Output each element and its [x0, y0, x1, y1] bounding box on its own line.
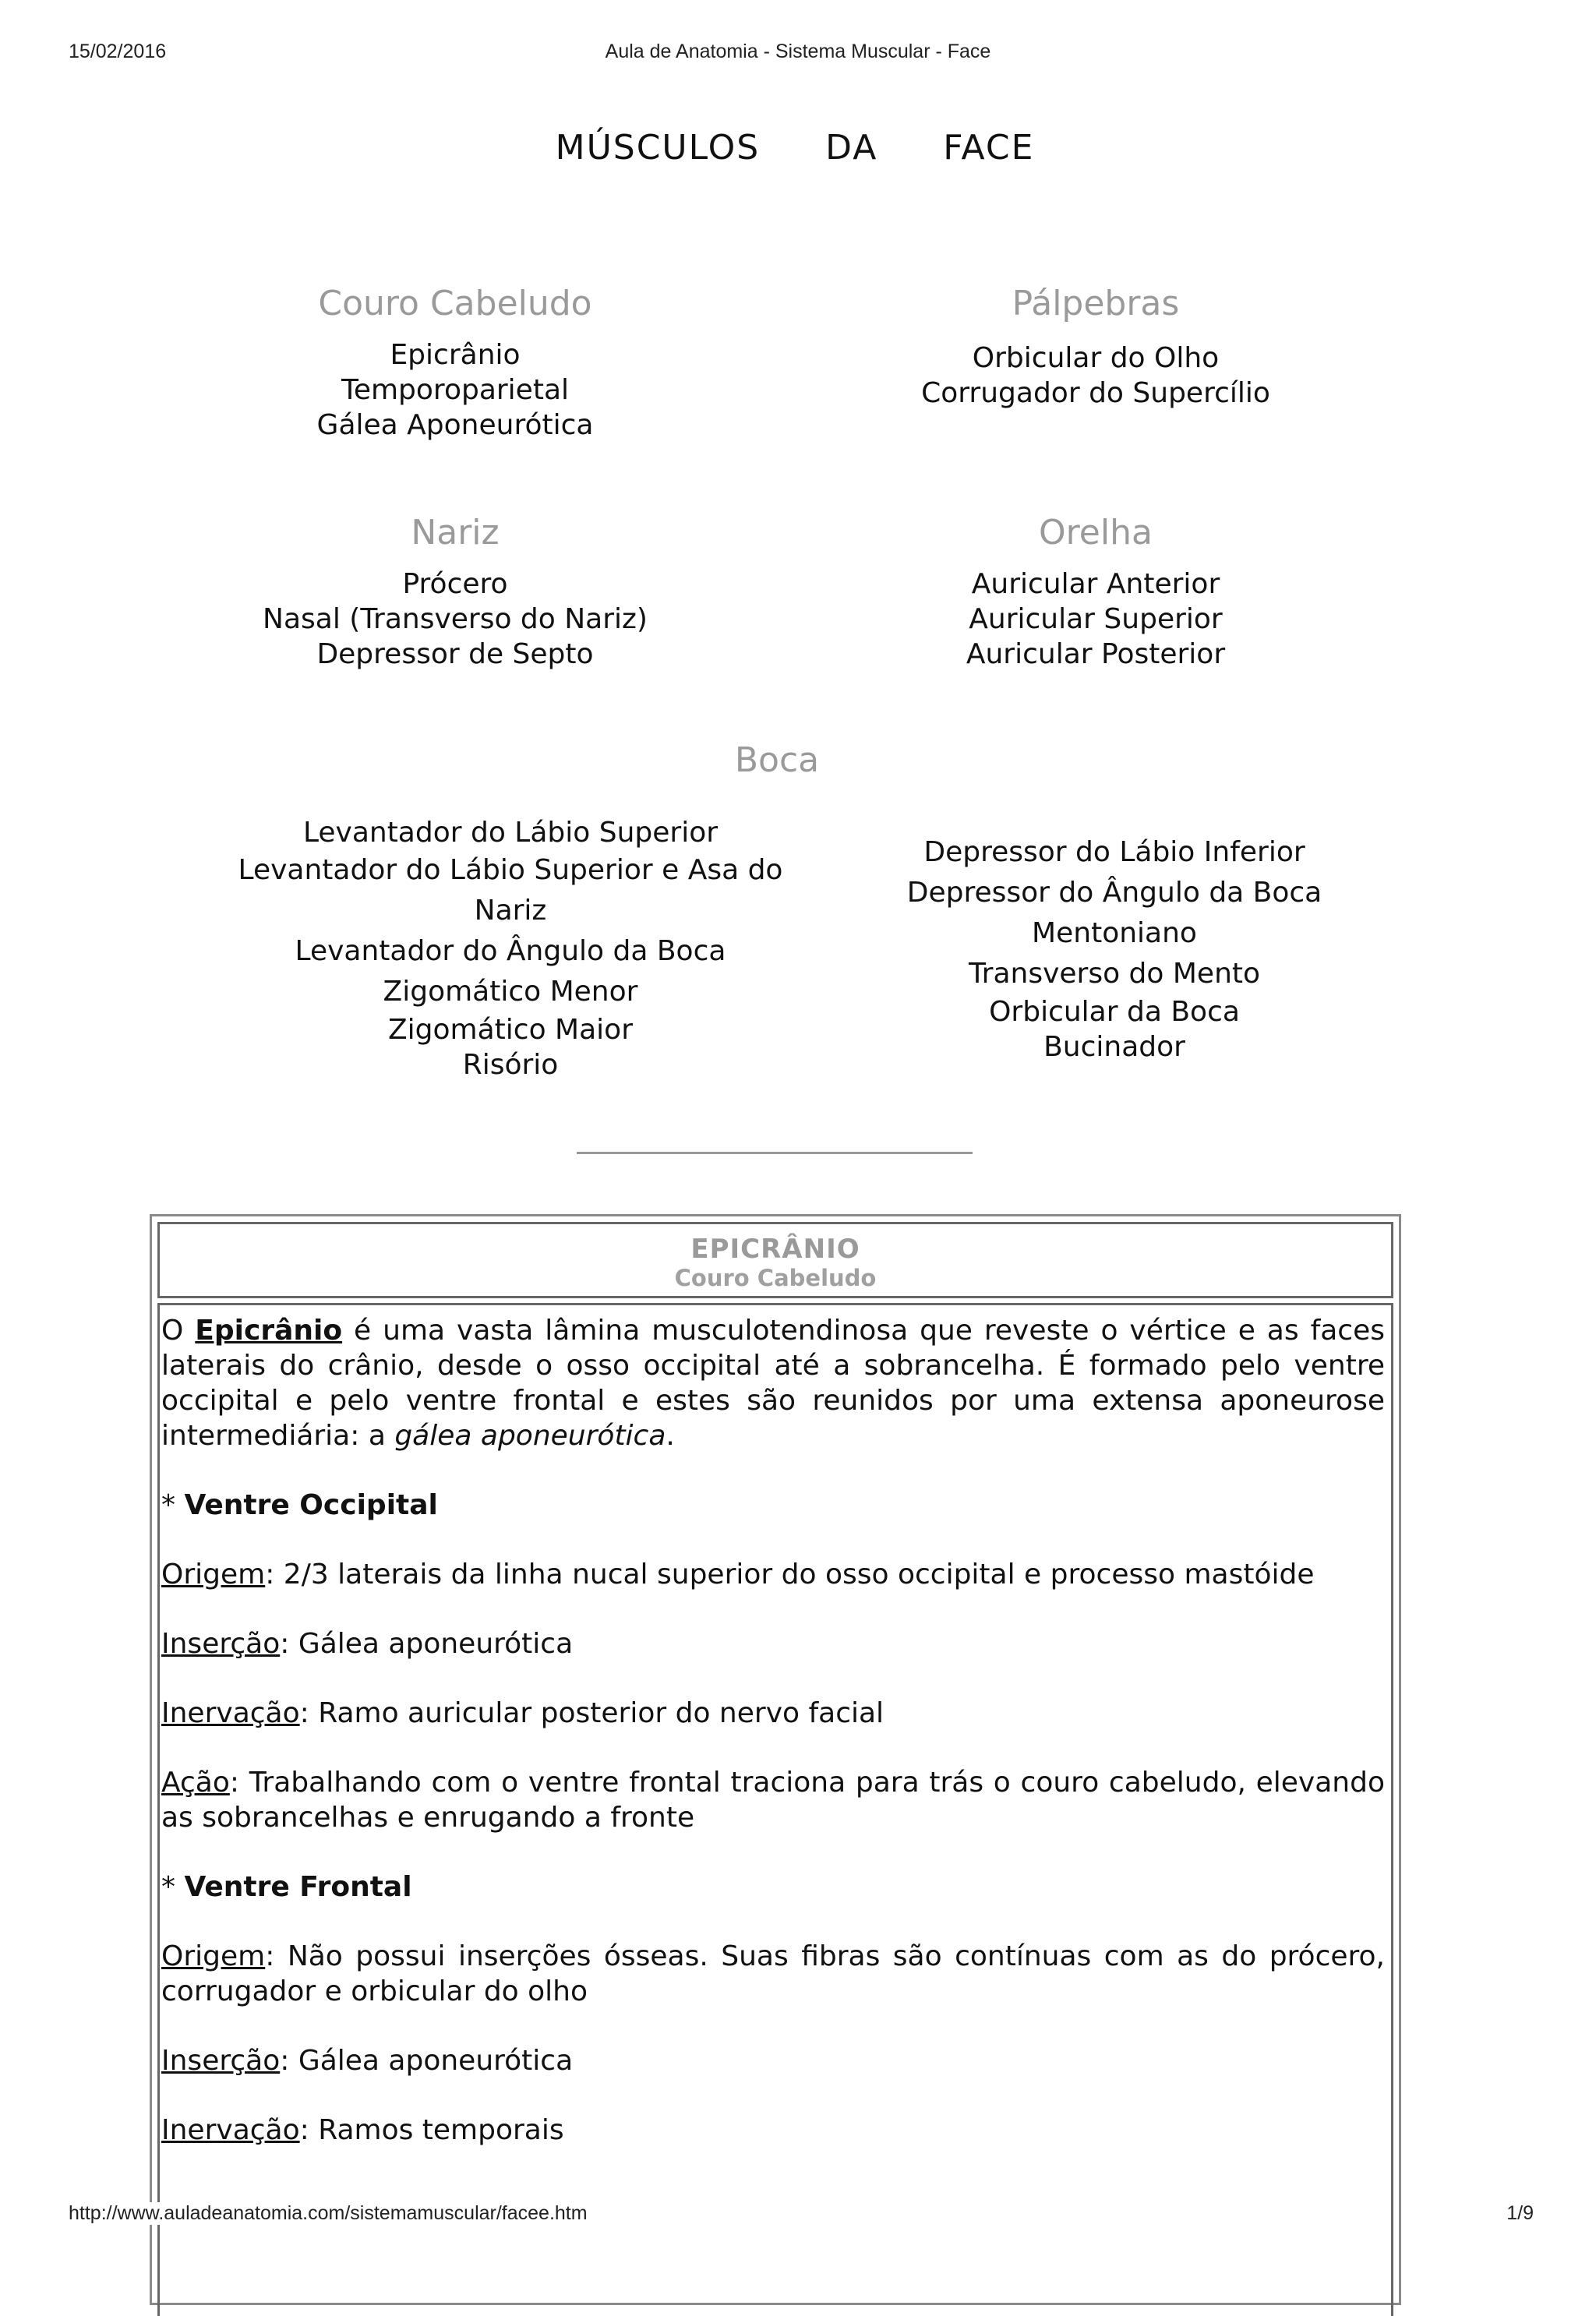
intro-paragraph: [160, 1313, 1391, 1453]
muscle-region: Couro Cabeludo: [674, 1265, 877, 1291]
intro-suffix: .: [666, 1420, 675, 1452]
intro-italic: gálea aponeurótica: [394, 1420, 666, 1452]
section-title: Ventre Frontal: [184, 1871, 412, 1903]
muscle-link[interactable]: Bucinador: [1043, 1031, 1185, 1063]
muscle-link[interactable]: Nariz: [474, 895, 547, 927]
muscle-link[interactable]: Depressor do Ângulo da Boca: [906, 877, 1322, 909]
field-row: [160, 2113, 1391, 2148]
group-title[interactable]: Orelha: [1039, 513, 1153, 553]
field-value: Gálea aponeurótica: [298, 2045, 574, 2077]
muscle-link[interactable]: Depressor do Lábio Inferior: [923, 836, 1305, 868]
field-sep: :: [299, 1697, 319, 1729]
group-title[interactable]: Pálpebras: [1012, 284, 1180, 323]
muscle-link[interactable]: Levantador do Lábio Superior e Asa do: [238, 854, 783, 886]
intro-text: é uma vasta lâmina musculotendinosa que reveste o vértice e as faces laterais do crânio, desde o osso occipital até a sobrancelha. É formado pelo ventre occipital e pelo ventre frontal e estes são reunidos por uma extensa aponeurose intermediária: a: [161, 1315, 1385, 1452]
group-title-boca[interactable]: Boca: [734, 740, 820, 780]
group-couro-cabeludo: [221, 284, 689, 443]
group-title[interactable]: Couro Cabeludo: [318, 284, 592, 323]
group-boca-left: [210, 815, 810, 1082]
muscle-detail-header: [157, 1222, 1393, 1298]
muscle-link[interactable]: Transverso do Mento: [968, 958, 1261, 990]
field-value: Ramo auricular posterior do nervo facial: [318, 1697, 885, 1729]
muscle-link[interactable]: Orbicular do Olho: [972, 342, 1220, 374]
field-value: Gálea aponeurótica: [298, 1628, 574, 1660]
muscle-link[interactable]: Levantador do Ângulo da Boca: [295, 935, 726, 967]
muscle-link[interactable]: Depressor de Septo: [316, 638, 594, 670]
field-sep: :: [299, 2114, 319, 2146]
muscle-link[interactable]: Prócero: [402, 568, 508, 600]
section-marker: *: [161, 1489, 185, 1521]
section-marker: *: [161, 1871, 185, 1903]
field-row: [160, 2043, 1391, 2078]
footer-url: http://www.auladeanatomia.com/sistemamuscular/facee.htm: [69, 2202, 588, 2224]
field-label: Inervação: [161, 1697, 300, 1729]
muscle-name: EPICRÂNIO: [690, 1234, 860, 1265]
field-label: Origem: [161, 1559, 266, 1590]
muscle-link[interactable]: Zigomático Menor: [383, 976, 638, 1008]
field-row: [160, 1696, 1391, 1731]
field-row: [160, 1765, 1391, 1835]
field-sep: :: [229, 1767, 249, 1799]
section-title: Ventre Occipital: [184, 1489, 438, 1521]
field-value: Trabalhando com o ventre frontal traciona para trás o couro cabeludo, elevando as sobrancelhas e enrugando a fronte: [161, 1767, 1385, 1834]
muscle-link[interactable]: Levantador do Lábio Superior: [302, 817, 719, 849]
muscle-link[interactable]: Risório: [462, 1049, 559, 1081]
intro-prefix: O: [161, 1315, 196, 1347]
page-title: MÚSCULOS DA FACE: [555, 128, 1035, 168]
header-title: Aula de Anatomia - Sistema Muscular - Face: [605, 41, 991, 62]
field-label: Inervação: [161, 2114, 300, 2146]
muscle-link[interactable]: Nasal (Transverso do Nariz): [263, 603, 648, 635]
muscle-link[interactable]: Orbicular da Boca: [989, 996, 1240, 1028]
field-label: Origem: [161, 1940, 266, 1972]
field-value: Ramos temporais: [318, 2114, 564, 2146]
field-row: [160, 1939, 1391, 2009]
muscle-link[interactable]: Temporoparietal: [341, 374, 570, 406]
group-title[interactable]: Nariz: [411, 513, 500, 553]
field-row: [160, 1626, 1391, 1661]
section-heading: [160, 1869, 1391, 1905]
field-sep: :: [265, 1559, 284, 1590]
section-heading: [160, 1488, 1391, 1523]
muscle-link[interactable]: Auricular Anterior: [971, 568, 1220, 600]
muscle-link[interactable]: Auricular Superior: [969, 603, 1223, 635]
header-date: 15/02/2016: [69, 41, 167, 62]
page-number: 1/9: [1506, 2202, 1534, 2224]
group-nariz: [221, 513, 689, 672]
muscle-link[interactable]: Mentoniano: [1032, 917, 1197, 949]
field-sep: :: [280, 2045, 298, 2077]
field-label: Inserção: [161, 1628, 281, 1660]
field-sep: :: [265, 1940, 288, 1972]
intro-term: Epicrânio: [195, 1315, 343, 1347]
muscle-link[interactable]: Auricular Posterior: [966, 638, 1226, 670]
muscle-link[interactable]: Gálea Aponeurótica: [316, 409, 594, 441]
field-row: [160, 1557, 1391, 1592]
field-label: Ação: [161, 1767, 230, 1799]
field-label: Inserção: [161, 2045, 281, 2077]
horizontal-divider: [577, 1152, 973, 1154]
group-orelha: [862, 513, 1329, 672]
muscle-link[interactable]: Epicrânio: [390, 339, 521, 371]
muscle-detail-body: [157, 1303, 1393, 2316]
field-value: 2/3 laterais da linha nucal superior do osso occipital e processo mastóide: [283, 1559, 1315, 1590]
group-boca-right: [881, 832, 1348, 1064]
muscle-link[interactable]: Zigomático Maior: [388, 1014, 633, 1046]
field-sep: :: [280, 1628, 298, 1660]
field-value: Não possui inserções ósseas. Suas fibras são contínuas com as do prócero, corrugador e orbicular do olho: [161, 1940, 1385, 2007]
group-palpebras: [862, 284, 1329, 411]
muscle-link[interactable]: Corrugador do Supercílio: [921, 377, 1270, 409]
